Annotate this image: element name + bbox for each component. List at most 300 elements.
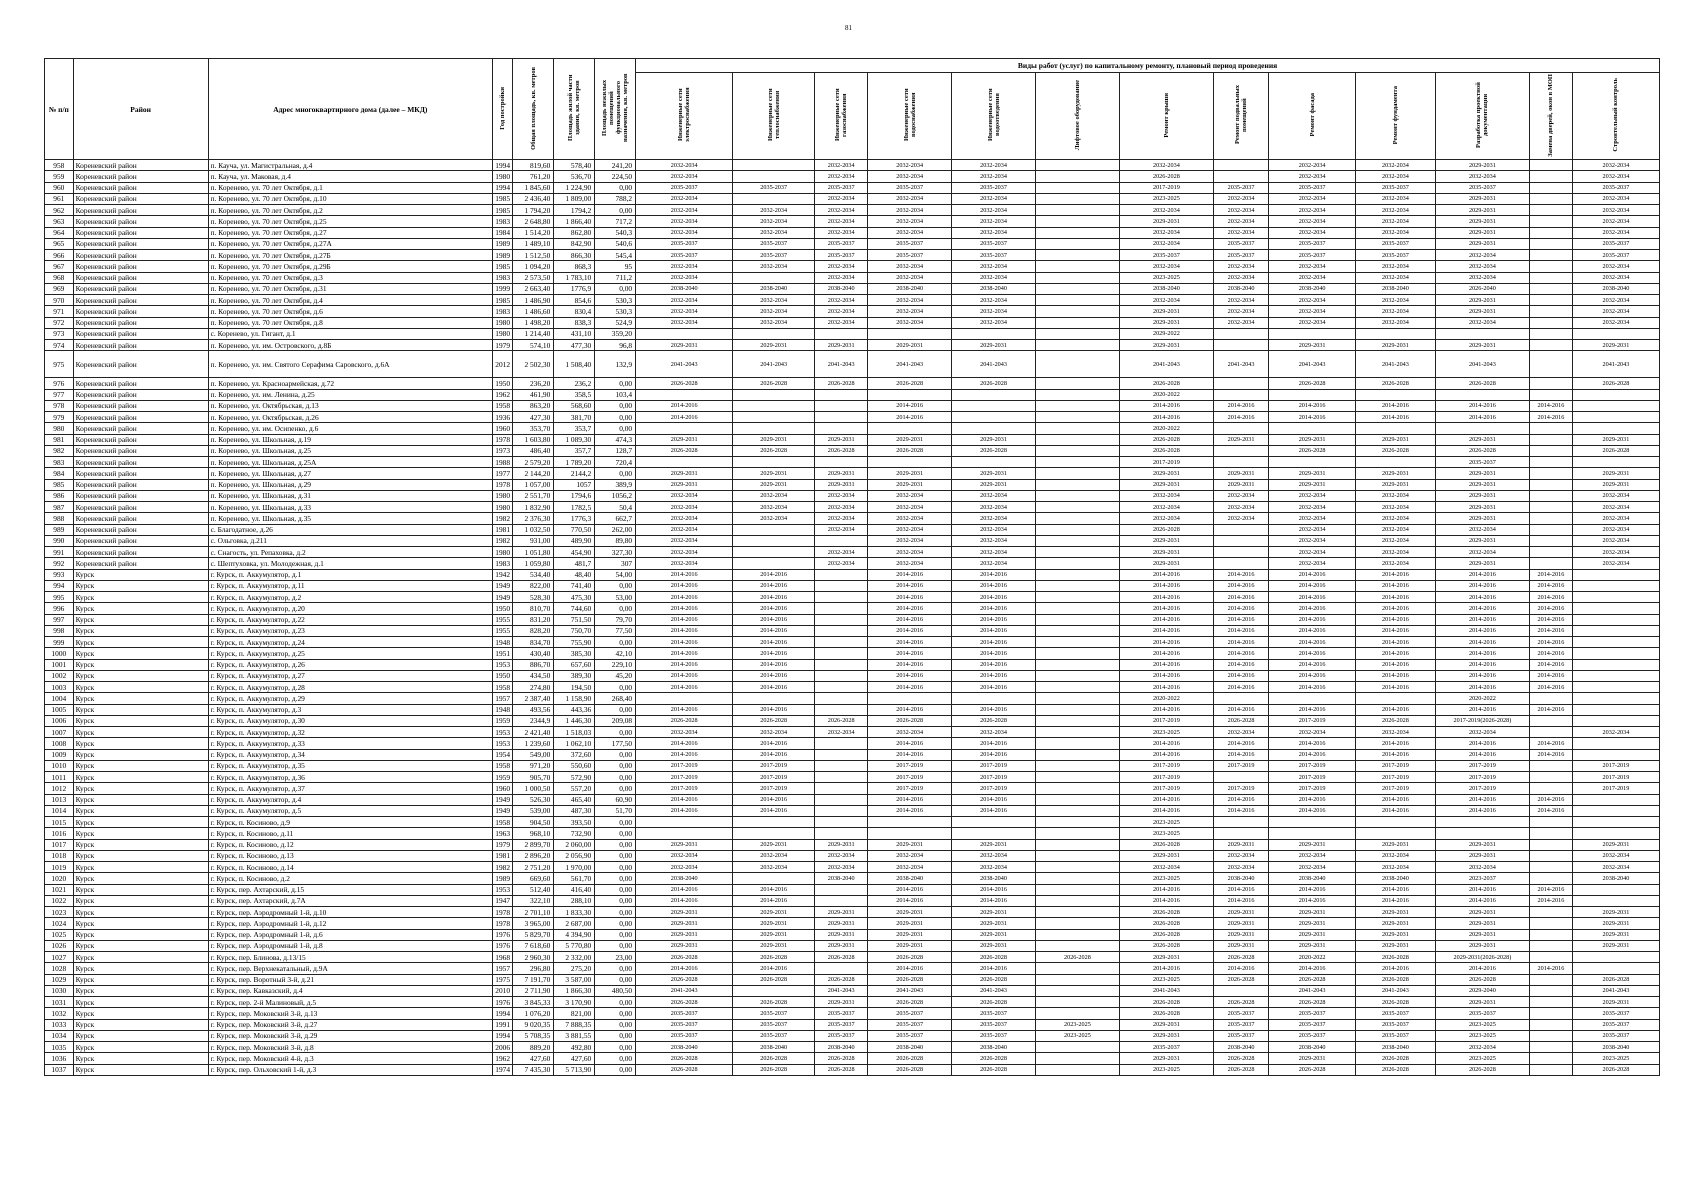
cell-work-period: 2014-2016: [1356, 659, 1436, 670]
cell-work-period: [1529, 850, 1572, 861]
cell-address: г. Курск, п. Аккумулятор, д.2: [208, 592, 492, 603]
cell-work-period: [733, 547, 815, 558]
cell-work-period: [1529, 160, 1572, 171]
cell-nonliving-area: 262,00: [595, 524, 636, 535]
cell-work-period: 2035-2037: [1269, 1008, 1356, 1019]
cell-living-area: 2144,2: [554, 468, 595, 479]
cell-work-period: 2029-2031: [815, 468, 868, 479]
cell-work-period: [815, 772, 868, 783]
cell-address: г. Курск, пер. Кавказский, д.4: [208, 985, 492, 996]
cell-work-period: [1529, 985, 1572, 996]
cell-work-period: 2014-2016: [1529, 963, 1572, 974]
cell-nonliving-area: 540,6: [595, 238, 636, 249]
cell-work-period: 2032-2034: [733, 317, 815, 328]
cell-num: 985: [45, 479, 74, 490]
cell-num: 1005: [45, 704, 74, 715]
cell-work-period: 2029-2031: [1435, 929, 1529, 940]
cell-work-period: 2038-2040: [636, 873, 733, 884]
cell-work-period: 2014-2016: [868, 738, 952, 749]
cell-work-period: 2032-2034: [1356, 727, 1436, 738]
cell-work-period: 2014-2016: [1119, 603, 1213, 614]
table-row: [45, 216, 1660, 227]
cell-nonliving-area: 79,70: [595, 614, 636, 625]
cell-year: 1981: [492, 524, 512, 535]
cell-work-period: 2026-2028: [1269, 974, 1356, 985]
cell-work-period: 2026-2028: [1213, 1053, 1268, 1064]
cell-living-area: 741,40: [554, 580, 595, 591]
cell-work-period: [1035, 637, 1119, 648]
cell-work-period: 2014-2016: [1529, 580, 1572, 591]
cell-work-period: 2017-2019: [1356, 783, 1436, 794]
table-row: [45, 963, 1660, 974]
cell-total-area: 831,20: [513, 614, 554, 625]
cell-work-period: 2032-2034: [636, 306, 733, 317]
cell-work-period: 2014-2016: [733, 625, 815, 636]
cell-work-period: 2026-2028: [952, 1053, 1036, 1064]
cell-work-period: 2032-2034: [868, 513, 952, 524]
cell-work-period: 2032-2034: [1572, 513, 1659, 524]
cell-work-period: 2032-2034: [1213, 261, 1268, 272]
cell-work-period: [868, 828, 952, 839]
cell-address: г. Курск, пер. Моковский 3-й, д.29: [208, 1030, 492, 1041]
cell-district: Кореневский район: [73, 283, 208, 294]
cell-work-period: [815, 592, 868, 603]
cell-work-period: 2026-2028: [952, 974, 1036, 985]
cell-num: 980: [45, 423, 74, 434]
cell-work-period: 2032-2034: [1269, 524, 1356, 535]
cell-work-period: [1213, 457, 1268, 468]
cell-nonliving-area: 177,50: [595, 738, 636, 749]
cell-num: 1006: [45, 715, 74, 726]
cell-work-period: [1213, 535, 1268, 546]
cell-work-period: 2014-2016: [1269, 400, 1356, 411]
cell-work-period: 2029-2031: [1119, 306, 1213, 317]
cell-work-period: [1572, 457, 1659, 468]
cell-work-period: 2038-2040: [1356, 873, 1436, 884]
cell-work-period: 2038-2040: [1572, 283, 1659, 294]
cell-work-period: 2029-2031: [952, 839, 1036, 850]
table-row: [45, 749, 1660, 760]
cell-work-period: 2029-2031: [1213, 929, 1268, 940]
cell-work-period: 2041-2043: [636, 351, 733, 378]
cell-work-period: 2041-2043: [1269, 351, 1356, 378]
cell-work-period: [815, 783, 868, 794]
cell-work-period: [1035, 670, 1119, 681]
cell-work-period: 2017-2019: [952, 760, 1036, 771]
cell-work-period: 2014-2016: [1269, 614, 1356, 625]
cell-work-period: 2032-2034: [952, 306, 1036, 317]
cell-work-period: [1572, 884, 1659, 895]
cell-work-period: 2032-2034: [1269, 513, 1356, 524]
cell-work-period: [1529, 272, 1572, 283]
cell-year: 1960: [492, 423, 512, 434]
cell-work-period: 2014-2016: [733, 670, 815, 681]
cell-total-area: 834,70: [513, 637, 554, 648]
cell-work-period: [1529, 238, 1572, 249]
cell-work-period: 2032-2034: [1572, 558, 1659, 569]
cell-work-period: 2014-2016: [952, 704, 1036, 715]
table-row: [45, 412, 1660, 423]
table-row: [45, 862, 1660, 873]
cell-work-period: [1213, 558, 1268, 569]
cell-work-period: 2014-2016: [1435, 884, 1529, 895]
cell-work-period: [1572, 794, 1659, 805]
cell-work-period: 2014-2016: [636, 884, 733, 895]
cell-work-period: 2014-2016: [636, 614, 733, 625]
cell-work-period: [1035, 760, 1119, 771]
cell-work-period: 2029-2031: [1269, 479, 1356, 490]
cell-work-period: 2032-2034: [1572, 272, 1659, 283]
cell-year: 1978: [492, 479, 512, 490]
cell-living-area: 427,60: [554, 1053, 595, 1064]
cell-nonliving-area: 0,00: [595, 412, 636, 423]
cell-work-period: [733, 272, 815, 283]
cell-work-period: 2035-2037: [815, 1030, 868, 1041]
cell-work-period: 2032-2034: [815, 272, 868, 283]
cell-num: 973: [45, 328, 74, 339]
cell-work-period: 2032-2034: [1356, 216, 1436, 227]
cell-year: 2010: [492, 985, 512, 996]
cell-num: 1000: [45, 648, 74, 659]
cell-num: 974: [45, 340, 74, 351]
cell-work-period: [1035, 535, 1119, 546]
cell-work-period: 2038-2040: [868, 873, 952, 884]
cell-work-period: 2032-2034: [1269, 272, 1356, 283]
header-living-area: Площадь жилой части здания, кв. метров: [554, 59, 595, 160]
cell-total-area: 2 502,30: [513, 351, 554, 378]
cell-year: 1948: [492, 704, 512, 715]
cell-address: с. Благодатное, д.26: [208, 524, 492, 535]
cell-work-period: 2029-2031: [815, 918, 868, 929]
cell-district: Кореневский район: [73, 412, 208, 423]
cell-work-period: 2014-2016: [868, 648, 952, 659]
cell-work-period: [1529, 445, 1572, 456]
cell-district: Курск: [73, 738, 208, 749]
cell-work-period: 2038-2040: [1213, 873, 1268, 884]
cell-nonliving-area: 530,3: [595, 295, 636, 306]
cell-work-period: 2014-2016: [1529, 884, 1572, 895]
cell-total-area: 2 144,20: [513, 468, 554, 479]
cell-num: 1012: [45, 783, 74, 794]
cell-work-period: [1035, 193, 1119, 204]
cell-work-period: 2032-2034: [1213, 216, 1268, 227]
cell-work-period: 2014-2016: [952, 569, 1036, 580]
cell-living-area: 477,30: [554, 340, 595, 351]
cell-living-area: 416,40: [554, 884, 595, 895]
cell-work-period: 2014-2016: [1119, 682, 1213, 693]
cell-num: 1007: [45, 727, 74, 738]
cell-work-period: 2038-2040: [952, 873, 1036, 884]
cell-year: 1983: [492, 216, 512, 227]
cell-living-area: 750,70: [554, 625, 595, 636]
cell-total-area: 7 618,60: [513, 940, 554, 951]
cell-address: г. Курск, п. Аккумулятор, д.34: [208, 749, 492, 760]
cell-work-period: 2038-2040: [868, 1042, 952, 1053]
cell-work-period: [1572, 704, 1659, 715]
cell-work-period: 2026-2028: [1269, 997, 1356, 1008]
cell-nonliving-area: 209,08: [595, 715, 636, 726]
cell-work-period: 2014-2016: [1529, 614, 1572, 625]
cell-work-period: 2029-2031: [815, 929, 868, 940]
cell-work-period: 2026-2028: [1213, 974, 1268, 985]
cell-work-period: [1529, 839, 1572, 850]
cell-work-period: 2023-2025: [1572, 1053, 1659, 1064]
cell-num: 1019: [45, 862, 74, 873]
cell-nonliving-area: 540,3: [595, 227, 636, 238]
cell-year: 1988: [492, 457, 512, 468]
cell-work-period: 2014-2016: [1213, 637, 1268, 648]
cell-work-period: 2026-2028: [1119, 907, 1213, 918]
cell-total-area: 486,40: [513, 445, 554, 456]
cell-work-period: [1435, 828, 1529, 839]
table-row: [45, 283, 1660, 294]
cell-work-period: 2032-2034: [1269, 490, 1356, 501]
cell-work-period: [1035, 412, 1119, 423]
cell-work-period: [815, 749, 868, 760]
cell-total-area: 512,40: [513, 884, 554, 895]
cell-work-period: 2014-2016: [1529, 637, 1572, 648]
cell-address: г. Курск, пер. 2-й Малиновый, д.5: [208, 997, 492, 1008]
cell-work-period: [1035, 592, 1119, 603]
cell-work-period: [1035, 479, 1119, 490]
cell-work-period: 2026-2028: [868, 1053, 952, 1064]
table-row: [45, 445, 1660, 456]
cell-num: 1032: [45, 1008, 74, 1019]
cell-work-period: [1035, 468, 1119, 479]
table-row: [45, 547, 1660, 558]
cell-nonliving-area: 788,2: [595, 193, 636, 204]
header-work-6: Ремонт крыши: [1119, 73, 1213, 160]
cell-work-period: 2032-2034: [1269, 227, 1356, 238]
cell-total-area: 828,20: [513, 625, 554, 636]
cell-work-period: 2026-2028: [1356, 378, 1436, 389]
cell-work-period: 2035-2037: [1572, 250, 1659, 261]
cell-work-period: 2014-2016: [1119, 704, 1213, 715]
cell-num: 1017: [45, 839, 74, 850]
cell-address: г. Курск, пер. Аэродромный 1-й, д.6: [208, 929, 492, 940]
cell-year: 1980: [492, 171, 512, 182]
cell-num: 1004: [45, 693, 74, 704]
header-work-0: Инженерные сети электроснабжения: [636, 73, 733, 160]
table-row: [45, 182, 1660, 193]
cell-work-period: 2035-2037: [952, 238, 1036, 249]
cell-work-period: 2035-2037: [636, 1008, 733, 1019]
cell-living-area: 4 394,90: [554, 929, 595, 940]
cell-work-period: 2035-2037: [1269, 1030, 1356, 1041]
cell-num: 990: [45, 535, 74, 546]
cell-work-period: [636, 457, 733, 468]
cell-work-period: 2020-2022: [1119, 389, 1213, 400]
cell-district: Кореневский район: [73, 216, 208, 227]
cell-work-period: 2032-2034: [733, 490, 815, 501]
cell-nonliving-area: 0,00: [595, 850, 636, 861]
cell-work-period: 2035-2037: [868, 250, 952, 261]
cell-work-period: 2014-2016: [1356, 704, 1436, 715]
cell-year: 1973: [492, 445, 512, 456]
cell-work-period: 2026-2028: [1356, 997, 1436, 1008]
cell-work-period: [1269, 328, 1356, 339]
cell-work-period: 2029-2031: [1435, 238, 1529, 249]
cell-work-period: [1572, 659, 1659, 670]
cell-district: Курск: [73, 794, 208, 805]
cell-work-period: 2032-2034: [1572, 850, 1659, 861]
cell-total-area: 886,70: [513, 659, 554, 670]
cell-work-period: 2035-2037: [815, 182, 868, 193]
cell-work-period: 2026-2028: [815, 952, 868, 963]
cell-work-period: 2032-2034: [1213, 205, 1268, 216]
cell-work-period: 2029-2031: [1356, 940, 1436, 951]
cell-work-period: 2041-2043: [1572, 351, 1659, 378]
cell-work-period: 2032-2034: [1356, 193, 1436, 204]
table-row: [45, 985, 1660, 996]
cell-work-period: 2023-2025: [1119, 873, 1213, 884]
cell-year: 1989: [492, 238, 512, 249]
table-row: [45, 850, 1660, 861]
cell-total-area: 5 829,70: [513, 929, 554, 940]
cell-work-period: 2014-2016: [1435, 794, 1529, 805]
cell-work-period: 2032-2034: [952, 502, 1036, 513]
cell-work-period: [1035, 171, 1119, 182]
cell-work-period: 2029-2031: [868, 918, 952, 929]
cell-work-period: 2035-2037: [1269, 238, 1356, 249]
cell-work-period: 2026-2028: [952, 1064, 1036, 1075]
table-row: [45, 524, 1660, 535]
cell-work-period: 2035-2037: [815, 1019, 868, 1030]
cell-work-period: [1572, 625, 1659, 636]
cell-district: Кореневский район: [73, 193, 208, 204]
cell-work-period: [733, 558, 815, 569]
cell-living-area: 357,7: [554, 445, 595, 456]
cell-district: Курск: [73, 760, 208, 771]
cell-address: г. Курск, пер. Ахтарский, д.15: [208, 884, 492, 895]
cell-address: п. Коренево, ул. Школьная, д.25А: [208, 457, 492, 468]
cell-living-area: 1 508,40: [554, 351, 595, 378]
cell-work-period: 2014-2016: [1119, 659, 1213, 670]
cell-year: 1962: [492, 389, 512, 400]
cell-work-period: 2026-2028: [868, 378, 952, 389]
cell-year: 2012: [492, 351, 512, 378]
cell-nonliving-area: 0,00: [595, 862, 636, 873]
cell-work-period: 2029-2031: [952, 434, 1036, 445]
cell-work-period: 2032-2034: [952, 317, 1036, 328]
cell-total-area: 2 960,30: [513, 952, 554, 963]
cell-address: п. Коренево, ул. Школьная, д.35: [208, 513, 492, 524]
cell-work-period: 2032-2034: [1269, 171, 1356, 182]
cell-work-period: [1529, 227, 1572, 238]
cell-work-period: 2026-2028: [815, 378, 868, 389]
cell-total-area: 1 603,80: [513, 434, 554, 445]
cell-work-period: 2032-2034: [868, 160, 952, 171]
cell-work-period: 2014-2016: [733, 592, 815, 603]
cell-work-period: [1529, 997, 1572, 1008]
cell-work-period: 2029-2031: [1356, 907, 1436, 918]
cell-work-period: 2017-2019: [952, 772, 1036, 783]
cell-work-period: 2014-2016: [1119, 580, 1213, 591]
cell-num: 1023: [45, 907, 74, 918]
cell-work-period: 2014-2016: [1356, 963, 1436, 974]
cell-living-area: 7 888,35: [554, 1019, 595, 1030]
cell-district: Курск: [73, 1019, 208, 1030]
cell-nonliving-area: 0,00: [595, 873, 636, 884]
table-row: [45, 1008, 1660, 1019]
cell-work-period: [868, 423, 952, 434]
cell-work-period: [1529, 351, 1572, 378]
cell-work-period: 2032-2034: [1356, 502, 1436, 513]
cell-work-period: [1213, 328, 1268, 339]
cell-total-area: 822,00: [513, 580, 554, 591]
cell-work-period: 2026-2028: [636, 974, 733, 985]
cell-work-period: 2029-2031: [1119, 1053, 1213, 1064]
cell-total-area: 1 094,20: [513, 261, 554, 272]
cell-work-period: 2026-2028: [1356, 1064, 1436, 1075]
cell-total-area: 1 051,80: [513, 547, 554, 558]
cell-work-period: 2014-2016: [868, 794, 952, 805]
table-row: [45, 715, 1660, 726]
cell-work-period: [733, 193, 815, 204]
cell-num: 958: [45, 160, 74, 171]
cell-work-period: 2032-2034: [1572, 171, 1659, 182]
cell-nonliving-area: 0,00: [595, 783, 636, 794]
cell-nonliving-area: 96,8: [595, 340, 636, 351]
cell-work-period: 2023-2025: [1435, 1019, 1529, 1030]
table-row: [45, 1042, 1660, 1053]
cell-work-period: [636, 817, 733, 828]
cell-work-period: 2026-2028: [868, 974, 952, 985]
cell-work-period: 2032-2034: [1119, 205, 1213, 216]
cell-year: 1982: [492, 535, 512, 546]
cell-year: 1983: [492, 306, 512, 317]
cell-work-period: 2014-2016: [1269, 749, 1356, 760]
cell-total-area: 430,40: [513, 648, 554, 659]
cell-nonliving-area: 0,00: [595, 378, 636, 389]
cell-work-period: 2029-2031: [1119, 317, 1213, 328]
cell-work-period: [1269, 457, 1356, 468]
cell-work-period: 2014-2016: [1435, 625, 1529, 636]
cell-work-period: 2029-2031: [636, 907, 733, 918]
cell-work-period: 2014-2016: [1269, 884, 1356, 895]
cell-work-period: 2029-2031: [1435, 160, 1529, 171]
header-nonliving-area: Площадь нежилых помещений функционального назначения, кв. метров: [595, 59, 636, 160]
cell-work-period: 2014-2016: [868, 400, 952, 411]
cell-year: 1953: [492, 727, 512, 738]
table-row: [45, 400, 1660, 411]
cell-address: п. Кауча, ул. Магистральная, д.4: [208, 160, 492, 171]
cell-work-period: 2029-2031: [1435, 850, 1529, 861]
cell-work-period: 2014-2016: [1269, 794, 1356, 805]
cell-work-period: 2032-2034: [733, 295, 815, 306]
cell-num: 1013: [45, 794, 74, 805]
cell-work-period: 2032-2034: [1269, 205, 1356, 216]
cell-work-period: [1529, 940, 1572, 951]
cell-address: г. Курск, п. Аккумулятор, д.36: [208, 772, 492, 783]
cell-work-period: 2014-2016: [636, 412, 733, 423]
cell-nonliving-area: 0,00: [595, 182, 636, 193]
cell-work-period: 2038-2040: [815, 283, 868, 294]
capital-repair-table: [44, 58, 1660, 1076]
cell-district: Курск: [73, 997, 208, 1008]
cell-work-period: [636, 828, 733, 839]
cell-work-period: 2014-2016: [1435, 659, 1529, 670]
cell-work-period: 2029-2031: [1572, 434, 1659, 445]
cell-work-period: 2035-2037: [1572, 238, 1659, 249]
cell-work-period: 2029-2031: [1356, 340, 1436, 351]
cell-work-period: [1572, 749, 1659, 760]
table-row: [45, 261, 1660, 272]
cell-work-period: 2014-2016: [1213, 625, 1268, 636]
cell-work-period: 2032-2034: [1119, 227, 1213, 238]
cell-work-period: 2023-2025: [1119, 272, 1213, 283]
cell-year: 1955: [492, 614, 512, 625]
